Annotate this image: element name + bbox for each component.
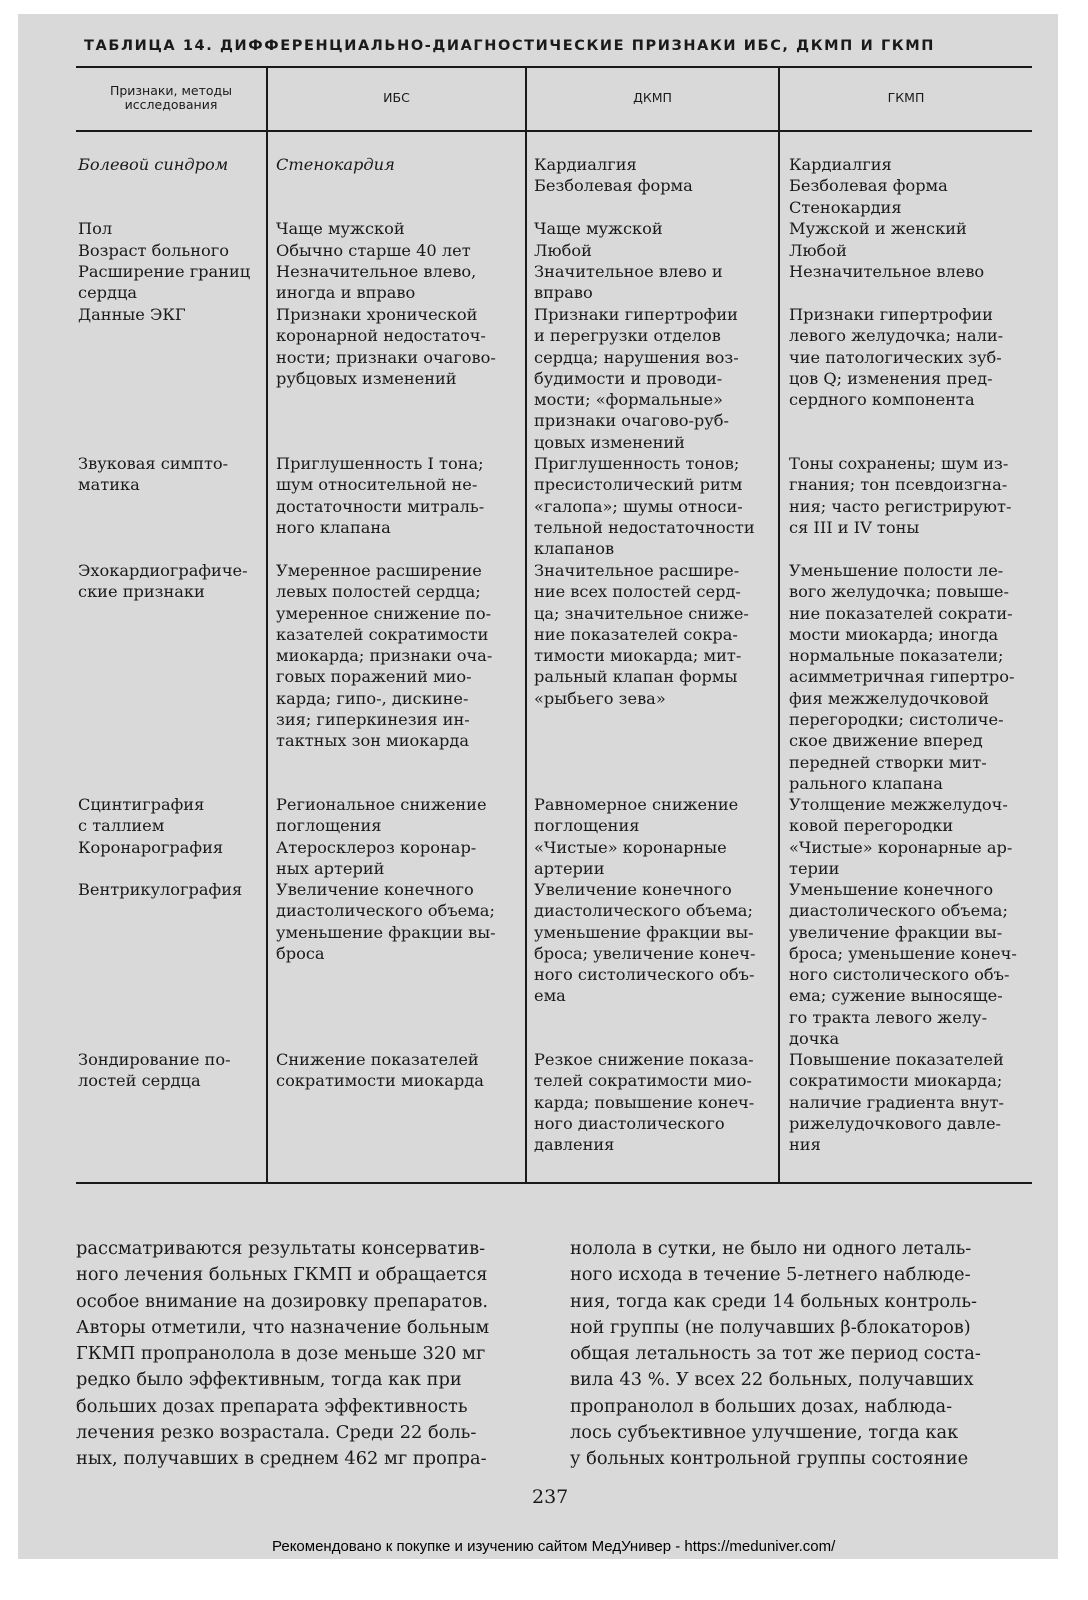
table-cell: Атеросклероз коронар- ных артерий (276, 838, 477, 879)
table-cell: Региональное снижение поглощения (276, 795, 487, 836)
table-cell: Значительное влево и вправо (534, 262, 723, 303)
table-cell: Кардиалгия Безболевая форма (534, 155, 693, 196)
table-cell: Кардиалгия Безболевая форма Стенокардия (789, 155, 948, 217)
table-cell: Незначительное влево (789, 262, 985, 281)
table-cell: Признаки хронической коронарной недостаточ- ности; признаки очагово- рубцовых изменений (276, 305, 496, 388)
table-cell: Обычно старше 40 лет (276, 241, 471, 260)
table-cell: Болевой синдром (78, 155, 229, 174)
table-cell: Расширение границ сердца (78, 262, 251, 303)
table-cell: Эхокардиографиче- ские признаки (78, 561, 248, 602)
table-cell: Уменьшение полости ле- вого желудочка; повыше- ние показателей сократи- мости миокарда; иногда нормальные показатели; асимметричная гипертро- фия межжелудочковой перегородки; систоличе- ское движение вперед передней створки мит- рального клапана (789, 561, 1015, 793)
table-cell: Чаще мужской (534, 219, 663, 238)
table-cell: Звуковая симпто- матика (78, 454, 229, 495)
table-cell: Повышение показателей сократимости миокарда; наличие градиента внут- рижелудочкового давле- ния (789, 1050, 1004, 1155)
header-rule (76, 130, 1032, 132)
table-cell: Уменьшение конечного диастолического объема; увеличение фракции вы- броса; уменьшение конеч- ного систолического объ- ема; сужение выносяще- го тракта левого желу- дочка (789, 880, 1017, 1049)
table-cell: Тоны сохранены; шум из- гнания; тон псевдоизгна- ния; часто регистрируют- ся III и IV тоны (789, 454, 1012, 537)
column-header-ibs: ИБС (383, 90, 410, 105)
table-cell: Признаки гипертрофии и перегрузки отделов сердца; нарушения воз- будимости и проводи- мости; «формальные» признаки очагово-руб- цовых изменений (534, 305, 739, 452)
body-text-left-column: рассматриваются результаты консерватив- ного лечения больных ГКМП и обращается особое внимание на дозировку препаратов. Авторы отметили, что назначение больным ГКМП пропранолола в дозе меньше 320 мг редко было эффективным, тогда как при больших дозах препарата эффективность лечения резко возрастала. Среди 22 боль- ных, получавших в среднем 462 мг пропра- (76, 1238, 490, 1470)
table-cell: Признаки гипертрофии левого желудочка; нали- чие патологических зуб- цов Q; изменения пред- сердного компонента (789, 305, 1004, 410)
table-cell: Снижение показателей сократимости миокарда (276, 1050, 484, 1091)
column-header-features: Признаки, методы исследования (109, 83, 233, 112)
table-cell: Утолщение межжелудоч- ковой перегородки (789, 795, 1008, 836)
table-cell: Незначительное влево, иногда и вправо (276, 262, 477, 303)
column-divider (266, 66, 268, 1182)
footer-watermark: Рекомендовано к покупке и изучению сайтом МедУнивер - https://meduniver.com/ (272, 1538, 836, 1555)
column-divider (778, 66, 780, 1182)
table-cell: Любой (789, 241, 847, 260)
table-cell: Равномерное снижение поглощения (534, 795, 739, 836)
column-divider (525, 66, 527, 1182)
table-cell: «Чистые» коронарные артерии (534, 838, 727, 879)
table-cell: Увеличение конечного диастолического объема; уменьшение фракции вы- броса; увеличение конеч- ного систолического объ- ема (534, 880, 756, 1006)
table-cell: Сцинтиграфия с таллием (78, 795, 205, 836)
body-text-right-column: нолола в сутки, не было ни одного леталь- ного исхода в течение 5-летнего наблюде- ния, тогда как среди 14 больных контроль- ной группы (не получавших β-блокаторов) общая летальность за тот же период соста- вила 43 %. У всех 22 больных, получавших пропранолол в больших дозах, наблюда- лось субъективное улучшение, тогда как у больных контрольной группы состояние (570, 1238, 981, 1470)
table-cell: Данные ЭКГ (78, 305, 186, 324)
table-title: ТАБЛИЦА 14. ДИФФЕРЕНЦИАЛЬНО-ДИАГНОСТИЧЕСКИЕ ПРИЗНАКИ ИБС, ДКМП И ГКМП (84, 38, 936, 54)
table-cell: Вентрикулография (78, 880, 243, 899)
column-header-dkmp: ДКМП (633, 90, 672, 105)
table-cell: Приглушенность I тона; шум относительной не- достаточности митраль- ного клапана (276, 454, 485, 537)
table-cell: Зондирование по- лостей сердца (78, 1050, 231, 1091)
page-number: 237 (532, 1486, 569, 1508)
table-top-rule (76, 66, 1032, 68)
table-cell: «Чистые» коронарные ар- терии (789, 838, 1013, 879)
table-bottom-rule (76, 1182, 1032, 1184)
table-cell: Пол (78, 219, 113, 238)
table-cell: Возраст больного (78, 241, 229, 260)
table-cell: Чаще мужской (276, 219, 405, 238)
table-cell: Приглушенность тонов; пресистолический ритм «галопа»; шумы относи- тельной недостаточности клапанов (534, 454, 755, 559)
table-cell: Увеличение конечного диастолического объема; уменьшение фракции вы- броса (276, 880, 496, 963)
table-cell: Мужской и женский (789, 219, 967, 238)
table-cell: Умеренное расширение левых полостей сердца; умеренное снижение по- казателей сократимости миокарда; признаки оча- говых поражений мио- карда; гипо-, дискине- зия; гиперкинезия ин- тактных зон миокарда (276, 561, 493, 751)
table-cell: Коронарография (78, 838, 224, 857)
table-cell: Резкое снижение показа- телей сократимости мио- карда; повышение конеч- ного диастолического давления (534, 1050, 755, 1155)
table-cell: Значительное расшире- ние всех полостей серд- ца; значительное сниже- ние показателей сокра- тимости миокарда; мит- ральный клапан формы «рыбьего зева» (534, 561, 749, 708)
column-header-gkmp: ГКМП (887, 90, 925, 105)
table-cell: Стенокардия (276, 155, 395, 174)
table-cell: Любой (534, 241, 592, 260)
